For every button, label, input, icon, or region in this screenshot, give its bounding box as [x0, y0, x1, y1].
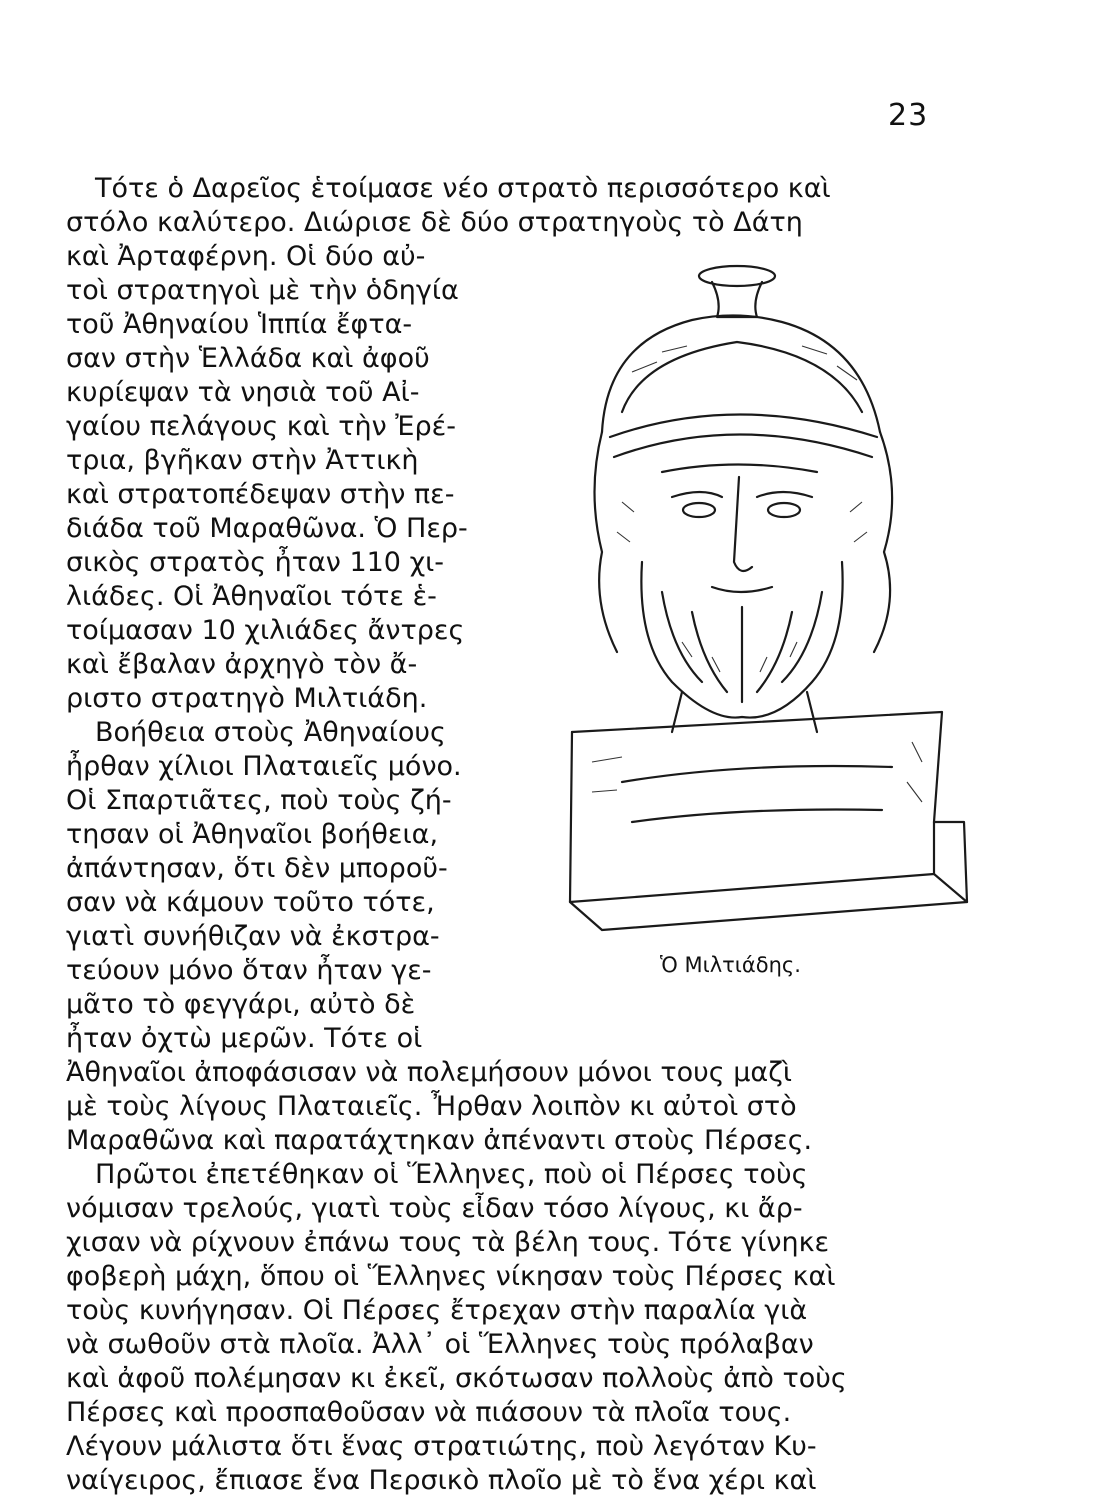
text-line: Τότε ὁ Δαρεῖος ἑτοίμασε νέο στρατὸ περισσότερο καὶ	[95, 173, 831, 204]
text-line: καὶ ἀφοῦ πολέμησαν κι ἐκεῖ, σκότωσαν πολλοὺς ἀπὸ τοὺς	[66, 1363, 847, 1394]
text-line: λιάδες. Οἱ Ἀθηναῖοι τότε ἑ-	[66, 581, 437, 612]
text-line: τοὶ στρατηγοὶ μὲ τὴν ὁδηγία	[66, 275, 459, 306]
text-line: κυρίεψαν τὰ νησιὰ τοῦ Αἰ-	[66, 377, 420, 408]
text-line: Πέρσες καὶ προσπαθοῦσαν νὰ πιάσουν τὰ πλοῖα τους.	[66, 1397, 792, 1428]
text-line: σικὸς στρατὸς ἦταν 110 χι-	[66, 547, 445, 578]
text-line: καὶ στρατοπέδεψαν στὴν πε-	[66, 479, 455, 510]
text-line: φοβερὴ μάχη, ὅπου οἱ Ἕλληνες νίκησαν τοὺς Πέρσες καὶ	[66, 1261, 836, 1292]
text-line: γαίου πελάγους καὶ τὴν Ἐρέ-	[66, 411, 456, 442]
text-line: Οἱ Σπαρτιᾶτες, ποὺ τοὺς ζή-	[66, 785, 452, 816]
text-line: καὶ Ἀρταφέρνη. Οἱ δύο αὐ-	[66, 241, 426, 272]
text-line: Πρῶτοι ἐπετέθηκαν οἱ Ἕλληνες, ποὺ οἱ Πέρσες τοὺς	[95, 1159, 808, 1190]
text-line: ριστο στρατηγὸ Μιλτιάδη.	[66, 683, 428, 714]
text-line: τησαν οἱ Ἀθηναῖοι βοήθεια,	[66, 819, 439, 850]
text-line: Ἀθηναῖοι ἀποφάσισαν νὰ πολεμήσουν μόνοι τους μαζὶ	[66, 1057, 793, 1088]
text-line: σαν στὴν Ἑλλάδα καὶ ἀφοῦ	[66, 343, 430, 374]
text-line: ἀπάντησαν, ὅτι δὲν μποροῦ-	[66, 853, 448, 884]
text-line: τρια, βγῆκαν στὴν Ἀττικὴ	[66, 445, 419, 476]
figure-caption: Ὁ Μιλτιάδης.	[660, 953, 801, 977]
text-line: Μαραθῶνα καὶ παρατάχτηκαν ἀπέναντι στοὺς Πέρσες.	[66, 1125, 813, 1156]
text-line: Λέγουν μάλιστα ὅτι ἕνας στρατιώτης, ποὺ λεγόταν Κυ-	[66, 1431, 817, 1462]
text-line: νὰ σωθοῦν στὰ πλοῖα. Ἀλλ᾽ οἱ Ἕλληνες τοὺς πρόλαβαν	[66, 1329, 814, 1360]
text-line: νόμισαν τρελούς, γιατὶ τοὺς εἶδαν τόσο λίγους, κι ἄρ-	[66, 1193, 803, 1224]
text-line: στόλο καλύτερο. Διώρισε δὲ δύο στρατηγοὺς τὸ Δάτη	[66, 207, 803, 238]
text-line: τοῦ Ἀθηναίου Ἱππία ἔφτα-	[66, 309, 413, 340]
text-line: τοίμασαν 10 χιλιάδες ἄντρες	[66, 615, 465, 646]
text-line: ἦταν ὀχτὼ μερῶν. Τότε οἱ	[66, 1023, 423, 1054]
text-line: καὶ ἔβαλαν ἀρχηγὸ τὸν ἄ-	[66, 649, 418, 680]
text-line: μᾶτο τὸ φεγγάρι, αὐτὸ δὲ	[66, 989, 416, 1020]
text-line: τεύουν μόνο ὅταν ἦταν γε-	[66, 955, 432, 986]
text-line: ναίγειρος, ἔπιασε ἕνα Περσικὸ πλοῖο μὲ τὸ ἕνα χέρι καὶ	[66, 1465, 817, 1496]
text-line: γιατὶ συνήθιζαν νὰ ἐκστρα-	[66, 921, 440, 952]
text-line: Βοήθεια στοὺς Ἀθηναίους	[95, 717, 446, 748]
text-line: ἦρθαν χίλιοι Πλαταιεῖς μόνο.	[66, 751, 462, 782]
page-number: 23	[888, 98, 929, 133]
miltiades-bust-illustration	[562, 262, 974, 934]
text-line: σαν νὰ κάμουν τοῦτο τότε,	[66, 887, 435, 918]
text-line: τοὺς κυνήγησαν. Οἱ Πέρσες ἔτρεχαν στὴν παραλία γιὰ	[66, 1295, 808, 1326]
text-line: μὲ τοὺς λίγους Πλαταιεῖς. Ἦρθαν λοιπὸν κι αὐτοὶ στὸ	[66, 1091, 797, 1122]
text-line: χισαν νὰ ρίχνουν ἐπάνω τους τὰ βέλη τους. Τότε γίνηκε	[66, 1227, 830, 1258]
text-line: διάδα τοῦ Μαραθῶνα. Ὁ Περ-	[66, 513, 468, 544]
